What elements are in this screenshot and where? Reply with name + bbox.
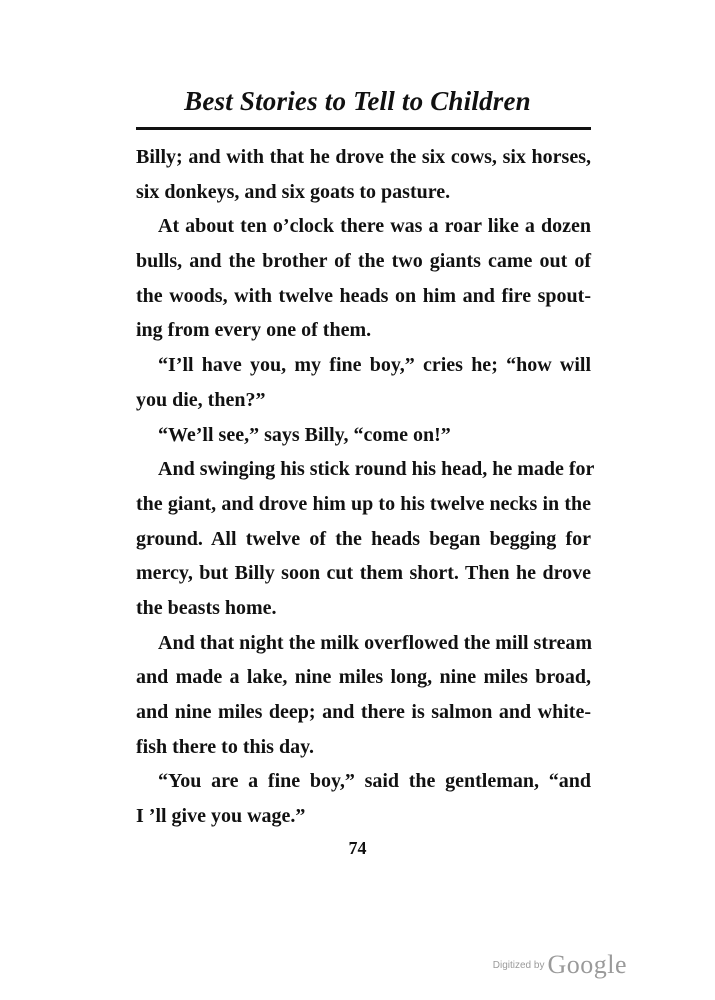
text-line: and made a lake, nine miles long, nine miles broad, xyxy=(136,666,591,689)
text-line: And that night the milk overflowed the mill stream xyxy=(158,631,593,654)
text-line: fish there to this day. xyxy=(136,735,314,758)
body-text xyxy=(136,140,595,834)
text-line: “I’ll have you, my fine boy,” cries he; “how will xyxy=(158,354,591,377)
page-number: 74 xyxy=(348,838,367,858)
text-line: At about ten o’clock there was a roar like a dozen xyxy=(158,215,591,238)
text-line: and nine miles deep; and there is salmon and white- xyxy=(136,701,591,723)
text-line: And swinging his stick round his head, he made for xyxy=(158,458,595,481)
text-line: six donkeys, and six goats to pasture. xyxy=(136,180,451,203)
text-line: the giant, and drove him up to his twelve necks in the xyxy=(136,492,591,515)
digitized-watermark xyxy=(493,950,627,980)
text-line: I ’ll give you wage.” xyxy=(136,805,306,828)
text-line: bulls, and the brother of the two giants came out of xyxy=(136,250,591,273)
text-line: ground. All twelve of the heads began begging for xyxy=(136,527,591,550)
text-line: “You are a fine boy,” said the gentleman, “and xyxy=(158,770,591,793)
text-line: mercy, but Billy soon cut them short. Then he drove xyxy=(136,562,591,585)
watermark-prefix: Digitized by xyxy=(492,959,545,971)
running-head-title: Best Stories to Tell to Children xyxy=(184,86,531,116)
text-line: the beasts home. xyxy=(136,596,277,619)
header-rule xyxy=(136,127,591,130)
text-line: you die, then?” xyxy=(136,388,266,411)
google-logo: Google xyxy=(547,950,627,979)
text-line: Billy; and with that he drove the six cows, six horses, xyxy=(136,146,591,168)
text-line: “We’ll see,” says Billy, “come on!” xyxy=(158,423,451,446)
text-line: the woods, with twelve heads on him and fire spout- xyxy=(136,284,591,307)
text-line: ing from every one of them. xyxy=(136,319,372,342)
